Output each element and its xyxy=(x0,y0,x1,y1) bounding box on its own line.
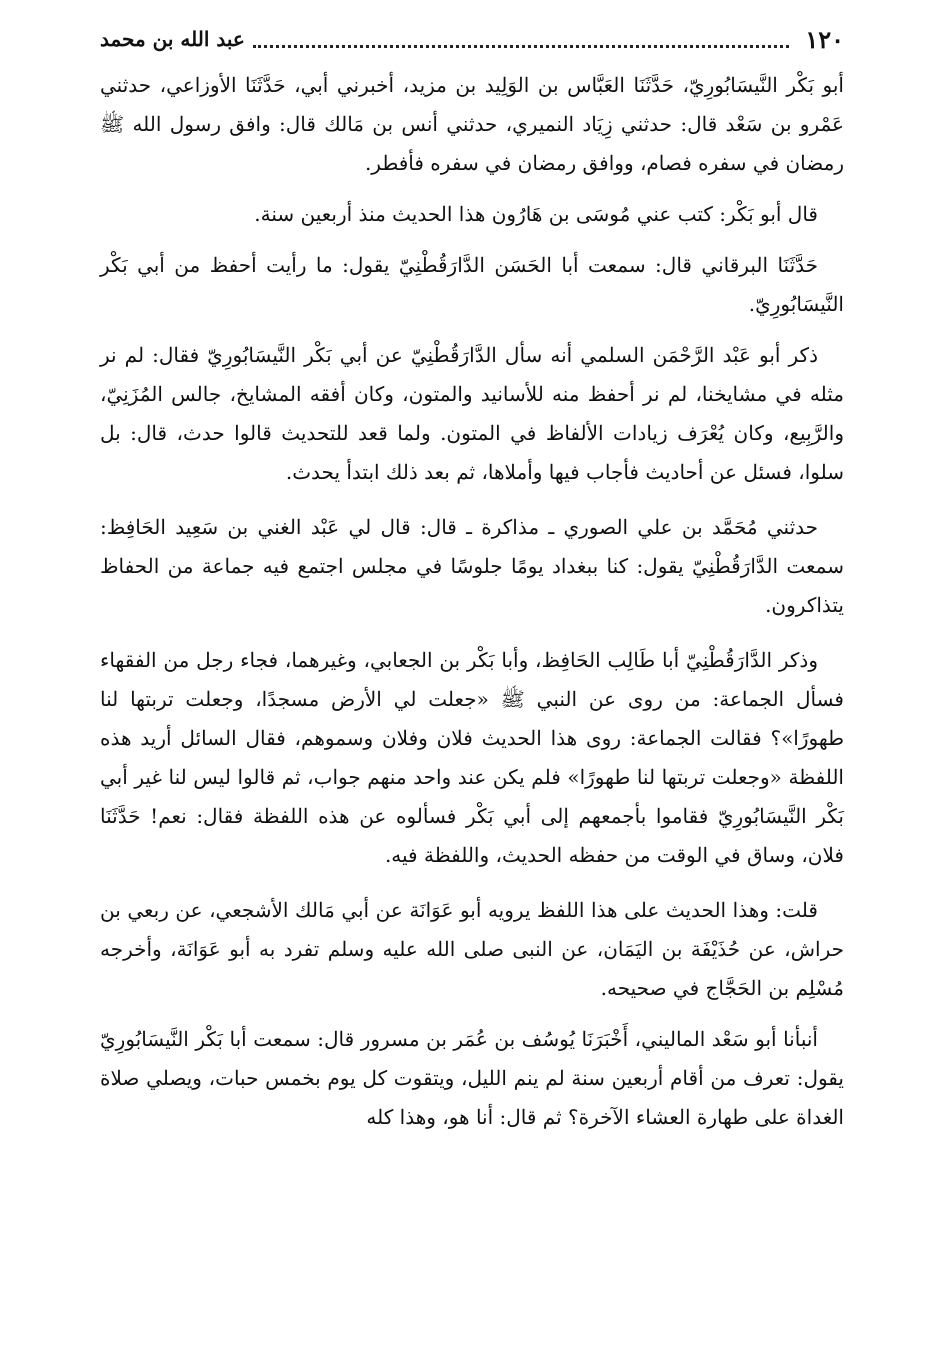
book-page xyxy=(100,22,844,1149)
paragraph-7: قلت: وهذا الحديث على هذا اللفظ يرويه أبو عَوَانَة عن أبي مَالك الأشجعي، عن ربعي بن حراش، عن حُذَيْفَة بن اليَمَان، عن النبى صلى الله عليه وسلم تفرد به أبو عَوَانَة، وأخرجه مُسْلِم بن الحَجَّاج في صحيحه. xyxy=(100,898,844,1000)
page-number: ١٢٠ xyxy=(805,24,844,54)
paragraph-3: حَدَّثَنَا البرقاني قال: سمعت أبا الحَسَن الدَّارَقُطْنِيّ يقول: ما رأيت أحفظ من أبي بَكْر النَّيسَابُورِيّ. xyxy=(100,253,844,316)
paragraph-5: حدثني مُحَمَّد بن علي الصوري ـ مذاكرة ـ قال: قال لي عَبْد الغني بن سَعِيد الحَافِظ: سمعت الدَّارَقُطْنِيّ يقول: كنا ببغداد يومًا جلوسًا في مجلس اجتمع فيه جماعة من الحفاظ يتذاكرون. xyxy=(100,515,844,617)
paragraph-6: وذكر الدَّارَقُطْنِيّ أبا طَالِب الحَافِظ، وأبا بَكْر بن الجعابي، وغيرهما، فجاء رجل من الفقهاء فسأل الجماعة: من روى عن النبي ﷺ «جعلت لي الأرض مسجدًا، وجعلت تربتها لنا طهورًا»؟ فقالت الجماعة: روى هذا الحديث فلان وفلان وسموهم، فقال السائل أريد هذه اللفظة «وجعلت تربتها لنا طهورًا» فلم يكن عند واحد منهم جواب، ثم قالوا ليس لنا غير أبي بَكْر النَّيسَابُورِيّ فقاموا بأجمعهم إلى أبي بَكْر فسألوه عن هذه اللفظة فقال: نعم! حَدَّثَنَا فلان، وساق في الوقت من حفظه الحديث، واللفظة فيه. xyxy=(100,648,844,867)
running-title: عبد الله بن محمد xyxy=(100,27,245,51)
paragraph-1: أبو بَكْر النَّيسَابُورِيّ، حَدَّثَنَا العَبَّاس بن الوَلِيد بن مزيد، أخبرني أبي، حَدَّثَنَا الأوزاعي، حدثني عَمْرو بن سَعْد قال: حدثني زِيَاد النميري، حدثني أنس بن مَالك قال: وافق رسول الله ﷺ رمضان في سفره فصام، ووافق رمضان في سفره فأفطر. xyxy=(100,73,844,175)
paragraph-4: ذكر أبو عَبْد الرَّحْمَن السلمي أنه سأل الدَّارَقُطْنِيّ عن أبي بَكْر النَّيسَابُورِيّ فقال: لم نر مثله في مشايخنا، لم نر أحفظ منه للأسانيد والمتون، وكان أفقه المشايخ، جالس المُزَنِيّ، والرَّبِيع، وكان يُعْرَف زيادات الألفاظ في المتون. ولما قعد للتحديث قالوا حدث، قال: بل سلوا، فسئل عن أحاديث فأجاب فيها وأملاها، ثم بعد ذلك ابتدأ يحدث. xyxy=(100,343,844,484)
page-header xyxy=(100,22,844,56)
paragraph-2: قال أبو بَكْر: كتب عني مُوسَى بن هَارُون هذا الحديث منذ أربعين سنة. xyxy=(254,202,818,226)
dotted-leader xyxy=(253,31,790,48)
paragraph-8: أنبأنا أبو سَعْد الماليني، أَخْبَرَنَا يُوسُف بن عُمَر بن مسرور قال: سمعت أبا بَكْر النَّيسَابُورِيّ يقول: تعرف من أقام أربعين سنة لم ينم الليل، ويتقوت كل يوم بخمس حبات، ويصلي صلاة الغداة على طهارة العشاء الآخرة؟ ثم قال: أنا هو، وهذا كله xyxy=(100,1027,844,1129)
